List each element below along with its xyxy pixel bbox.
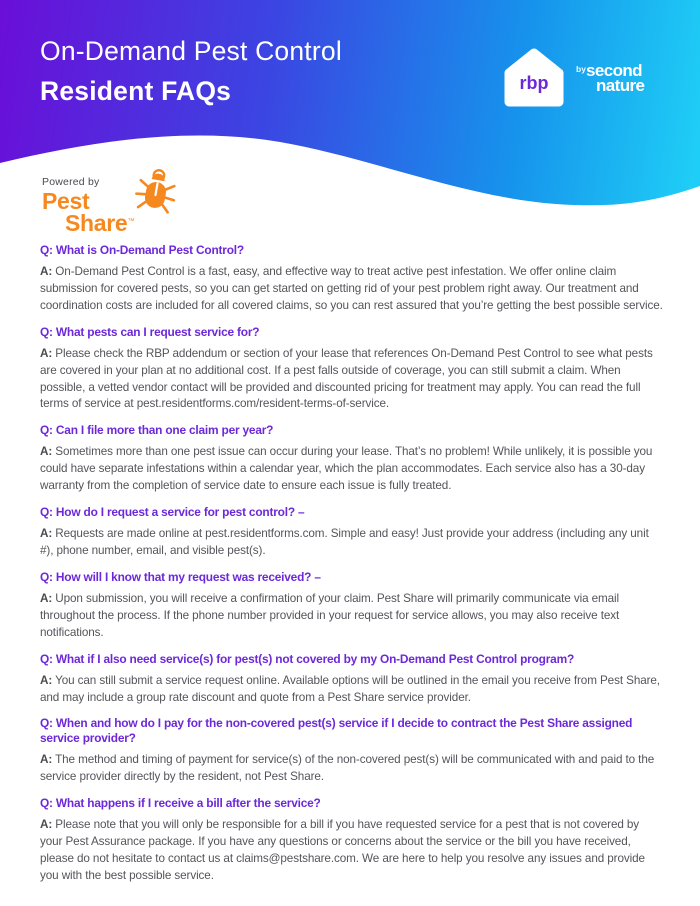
second-nature-line2: nature	[596, 76, 645, 95]
powered-by-label: Powered by	[42, 176, 100, 188]
faq-answer-text: Sometimes more than one pest issue can occur during your lease. That’s no problem! While unlikely, it is possible you could have separate infestations within a calendar year, which the plan accommodates. Each service also has a 30-day warranty from the completion of service date to ensure each issue is fully treated.	[40, 445, 653, 493]
faq-item	[40, 423, 664, 495]
faq-question: Q: When and how do I pay for the non-covered pest(s) service if I decide to contract the Pest Share assigned service provider?	[40, 716, 633, 746]
faq-question: Q: How will I know that my request was received? –	[40, 569, 321, 584]
faq-answer	[40, 817, 664, 885]
faq-item	[40, 652, 664, 707]
beetle-icon	[135, 168, 177, 216]
faq-question: Q: What happens if I receive a bill after the service?	[40, 796, 321, 811]
faq-question: Q: What if I also need service(s) for pest(s) not covered by my On-Demand Pest Control program?	[40, 651, 575, 666]
faq-list	[40, 243, 664, 895]
faq-answer-text: Please check the RBP addendum or section of your lease that references On-Demand Pest Control to see what pests are covered in your plan at no additional cost. If a pest falls outside of coverage, you can still submit a claim. When possible, a vetted vendor contact will be provided and discounted pricing for treatment may apply. You can read the full terms of service at pest.residentforms.com/resident-terms-of-service.	[40, 346, 653, 411]
answer-label: A:	[40, 265, 53, 278]
faq-answer-text: Requests are made online at pest.residentforms.com. Simple and easy! Just provide your address (including any unit #), phone number, email, and visible pest(s).	[40, 527, 649, 557]
answer-label: A:	[40, 591, 53, 605]
rbp-logo-icon	[501, 45, 567, 115]
faq-answer-text: The method and timing of payment for service(s) of the non-covered pest(s) will be communicated with and paid to the service provider directly by the resident, not Pest Share.	[40, 753, 655, 784]
answer-label: A:	[40, 818, 53, 832]
answer-label: A:	[40, 527, 53, 541]
faq-item	[40, 796, 664, 885]
faq-answer	[40, 444, 664, 495]
pest-share-line1: Pest	[42, 188, 90, 214]
faq-answer-text: You can still submit a service request online. Available options will be outlined in the email you receive from Pest Share, and may include a group rate discount and quote from a Pest Share service provider.	[40, 673, 660, 704]
faq-answer	[40, 526, 664, 560]
faq-answer	[40, 591, 664, 642]
faq-item	[40, 716, 664, 786]
faq-item	[40, 570, 664, 642]
answer-label: A:	[40, 753, 53, 767]
by-label: by	[576, 64, 586, 74]
answer-label: A:	[40, 673, 53, 687]
faq-question: Q: How do I request a service for pest control? –	[40, 505, 305, 520]
faq-item	[40, 505, 664, 560]
faq-answer	[40, 346, 664, 414]
trademark-symbol: ™	[127, 218, 135, 225]
page-title	[40, 36, 342, 107]
faq-question: Q: Can I file more than one claim per year?	[40, 423, 274, 438]
second-nature-line1: second	[586, 61, 642, 80]
faq-answer-text: Upon submission, you will receive a confirmation of your claim. Pest Share will primarily communicate via email throughout the process. If the phone number provided in your request for service allows, you may also receive text notifications.	[40, 591, 620, 639]
second-nature-logo	[577, 63, 644, 93]
faq-question: Q: What is On-Demand Pest Control?	[40, 243, 244, 257]
faq-answer-text: On-Demand Pest Control is a fast, easy, and effective way to treat active pest infestation. We offer online claim submission for covered pests, so you can get started on getting rid of your pest problem right away. Our treatment and coordination costs are included for all covered claims, so you can rest assured that you’re getting the best possible service.	[40, 265, 663, 312]
faq-answer-text: Please note that you will only be responsible for a bill if you have requested service for a pest that is not covered by your Pest Assurance package. If you have any questions or concerns about the service or the bill you have received, please do not hesitate to contact us at claims@pestshare.com. We are here to help you resolve any issues and provide you with the best possible service.	[40, 818, 645, 882]
faq-answer	[40, 264, 664, 315]
answer-label: A:	[40, 445, 53, 459]
faq-item	[40, 243, 664, 315]
pest-share-line2-text: Share	[65, 210, 128, 236]
brand-cluster	[501, 45, 644, 115]
page-title-line2: Resident FAQs	[40, 76, 232, 106]
faq-question: Q: What pests can I request service for?	[40, 324, 260, 339]
faq-item	[40, 325, 664, 414]
rbp-logo-text: rbp	[519, 73, 549, 93]
pest-share-logo	[42, 176, 192, 236]
faq-answer	[40, 673, 664, 707]
page-title-line1: On-Demand Pest Control	[40, 36, 342, 66]
answer-label: A:	[40, 346, 53, 360]
faq-answer	[40, 752, 664, 786]
